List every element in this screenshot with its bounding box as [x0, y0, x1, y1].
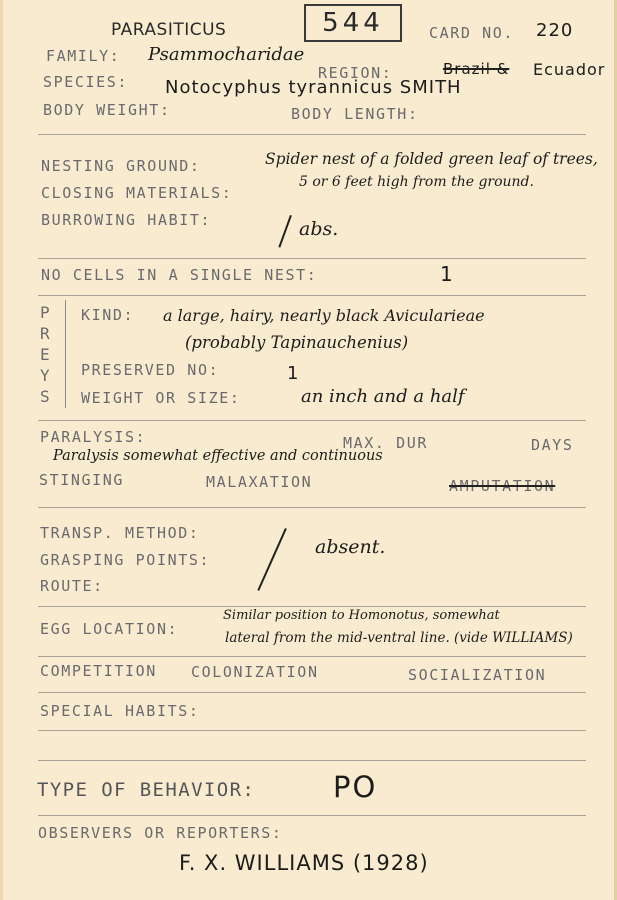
- specimen-number-box: [304, 4, 402, 42]
- body-weight-label: BODY WEIGHT:: [43, 101, 171, 119]
- prey-divider: [65, 300, 66, 408]
- competition-label: COMPETITION: [40, 662, 157, 680]
- divider: [38, 134, 586, 135]
- colonization-label: COLONIZATION: [191, 663, 319, 681]
- kind-label: KIND:: [81, 306, 135, 324]
- card-number: 220: [536, 20, 574, 41]
- burrowing-value: abs.: [299, 218, 339, 240]
- route-label: ROUTE:: [40, 577, 104, 595]
- species-value: Notocyphus tyrannicus SMITH: [165, 77, 462, 98]
- prey-letter-s: S: [40, 387, 50, 406]
- body-length-label: BODY LENGTH:: [291, 105, 419, 123]
- type-of-behavior-value: PO: [333, 770, 378, 804]
- region-struck-value: Brazil &: [443, 60, 510, 78]
- nesting-ground-value-line2: 5 or 6 feet high from the ground.: [299, 174, 534, 190]
- divider: [38, 258, 586, 259]
- egg-location-label: EGG LOCATION:: [40, 620, 179, 638]
- prey-letter-y: Y: [40, 366, 50, 385]
- divider: [38, 760, 586, 761]
- divider: [38, 656, 586, 657]
- region-label: REGION:: [318, 64, 393, 82]
- observers-value: F. X. WILLIAMS (1928): [179, 851, 429, 875]
- family-value: Psammocharidae: [148, 44, 305, 65]
- region-value: Ecuador: [533, 60, 606, 79]
- no-cells-label: NO CELLS IN A SINGLE NEST:: [41, 266, 318, 284]
- burrowing-slash: [278, 215, 292, 248]
- special-habits-label: SPECIAL HABITS:: [40, 702, 200, 720]
- paralysis-label: PARALYSIS:: [40, 428, 147, 446]
- family-label: FAMILY:: [46, 47, 121, 65]
- divider: [38, 815, 586, 816]
- no-cells-value: 1: [440, 262, 454, 286]
- card-number-label: CARD NO.: [429, 24, 515, 42]
- transport-slash: [257, 528, 286, 591]
- divider: [38, 295, 586, 296]
- prey-letter-e: E: [40, 345, 50, 364]
- observers-label: OBSERVERS OR REPORTERS:: [38, 824, 283, 842]
- weight-or-size-label: WEIGHT OR SIZE:: [81, 389, 241, 407]
- malaxation-label: MALAXATION: [206, 473, 313, 491]
- transp-method-label: TRANSP. METHOD:: [40, 524, 200, 542]
- divider: [38, 692, 586, 693]
- egg-location-value-line1: Similar position to Homonotus, somewhat: [223, 608, 500, 623]
- amputation-label: AMPUTATION: [449, 477, 556, 495]
- stinging-label: STINGING: [39, 471, 125, 489]
- divider: [38, 730, 586, 731]
- divider: [38, 507, 586, 508]
- nesting-ground-label: NESTING GROUND:: [41, 157, 201, 175]
- preserved-no-value: 1: [287, 363, 300, 384]
- specimen-number: 544: [322, 8, 384, 38]
- days-label: DAYS: [531, 436, 574, 454]
- max-dur-label: MAX. DUR: [343, 434, 429, 452]
- transport-value: absent.: [315, 536, 386, 558]
- burrowing-habit-label: BURROWING HABIT:: [41, 211, 212, 229]
- egg-location-value-line2: lateral from the mid-ventral line. (vide WILLIAMS): [225, 630, 573, 646]
- closing-materials-label: CLOSING MATERIALS:: [41, 184, 233, 202]
- nesting-ground-value-line1: Spider nest of a folded green leaf of trees,: [265, 150, 598, 168]
- grasping-points-label: GRASPING POINTS:: [40, 551, 211, 569]
- kind-value-line2: (probably Tapinauchenius): [185, 333, 409, 352]
- preserved-no-label: PRESERVED NO:: [81, 361, 220, 379]
- prey-letter-p: P: [40, 303, 50, 322]
- weight-or-size-value: an inch and a half: [301, 386, 465, 407]
- divider: [38, 606, 586, 607]
- type-of-behavior-label: TYPE OF BEHAVIOR:: [37, 779, 256, 801]
- prey-letter-r: R: [40, 324, 50, 343]
- divider: [38, 420, 586, 421]
- card-title: PARASITICUS: [111, 20, 227, 40]
- species-label: SPECIES:: [43, 73, 129, 91]
- paralysis-value: Paralysis somewhat effective and continuous: [53, 448, 383, 464]
- socialization-label: SOCIALIZATION: [408, 666, 547, 684]
- kind-value-line1: a large, hairy, nearly black Aviculariеae: [163, 306, 485, 325]
